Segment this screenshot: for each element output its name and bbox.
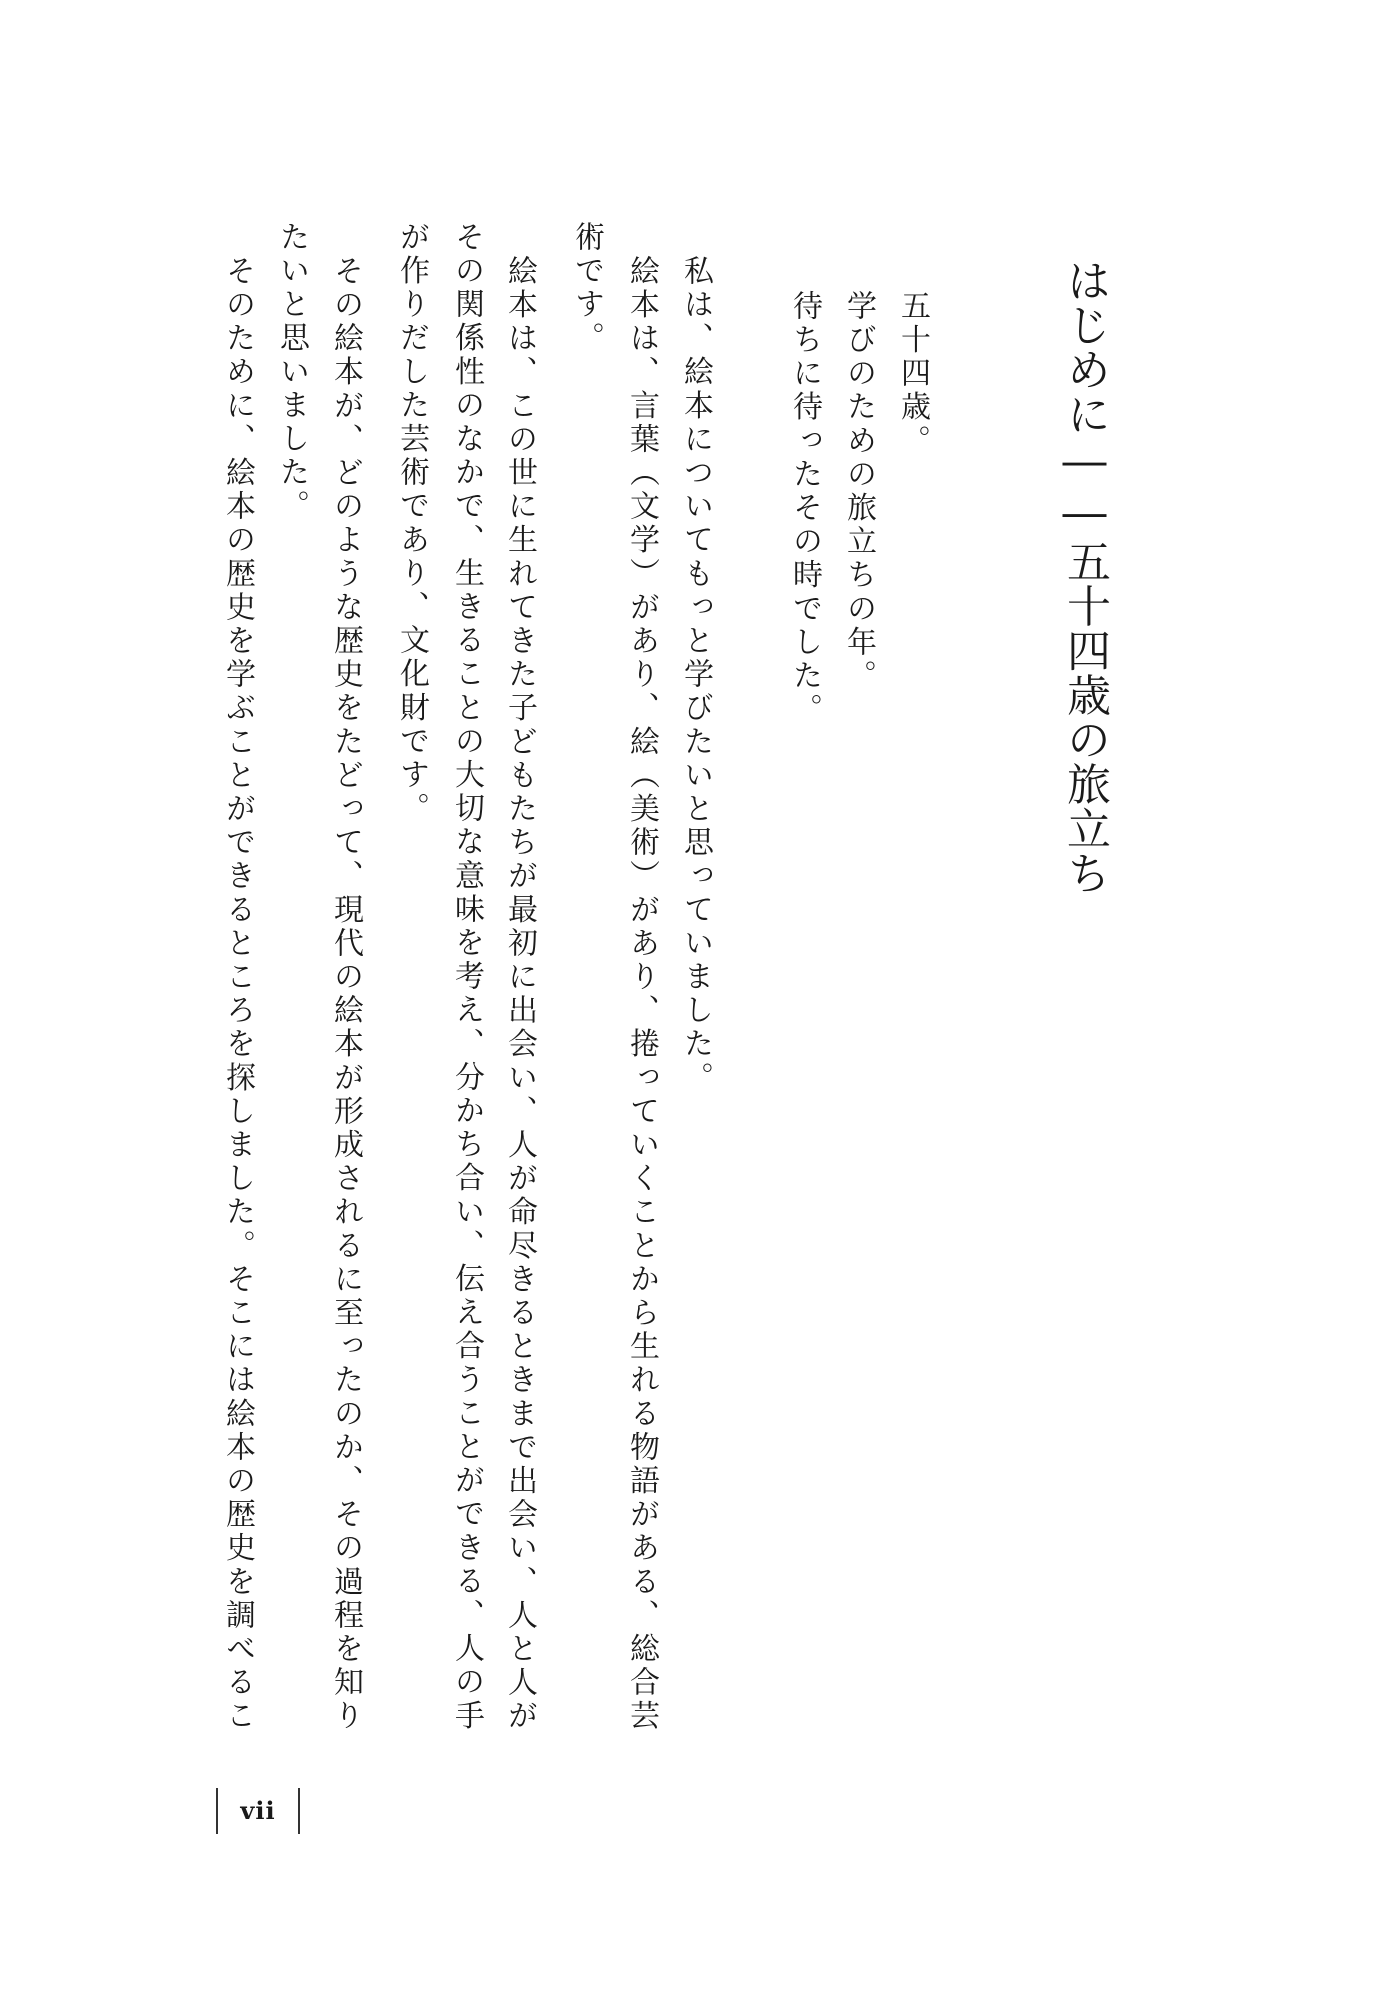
- page-number: vii: [240, 1796, 276, 1825]
- folio-rule-right: [298, 1788, 300, 1834]
- text-line-10: その絵本が、どのような歴史をたどって、現代の絵本が形成されるに至ったのか、その過程を知り: [328, 255, 363, 1734]
- text-line-1: 五十四歳。: [895, 290, 930, 458]
- text-line-2: 学びのための旅立ちの年。: [841, 290, 876, 694]
- text-line-9: が作りだした芸術であり、文化財です。: [394, 221, 429, 826]
- text-line-6: 術です。: [569, 221, 604, 356]
- text-line-12: そのために、絵本の歴史を学ぶことができるところを探しました。そこには絵本の歴史を調べるこ: [220, 255, 255, 1734]
- text-line-4: 私は、絵本についてもっと学びたいと思っていました。: [678, 255, 713, 1095]
- chapter-title: はじめに――五十四歳の旅立ち: [1059, 258, 1110, 895]
- text-line-11: たいと思いました。: [274, 221, 309, 524]
- text-line-3: 待ちに待ったその時でした。: [787, 290, 822, 727]
- text-line-7: 絵本は、この世に生れてきた子どもたちが最初に出会い、人が命尽きるときまで出会い、人と人が: [502, 255, 537, 1734]
- text-line-8: その関係性のなかで、生きることの大切な意味を考え、分かち合い、伝え合うことができる、人の手: [449, 221, 484, 1733]
- text-line-5: 絵本は、言葉（文学）があり、絵（美術）があり、捲っていくことから生れる物語がある、総合芸: [624, 255, 659, 1734]
